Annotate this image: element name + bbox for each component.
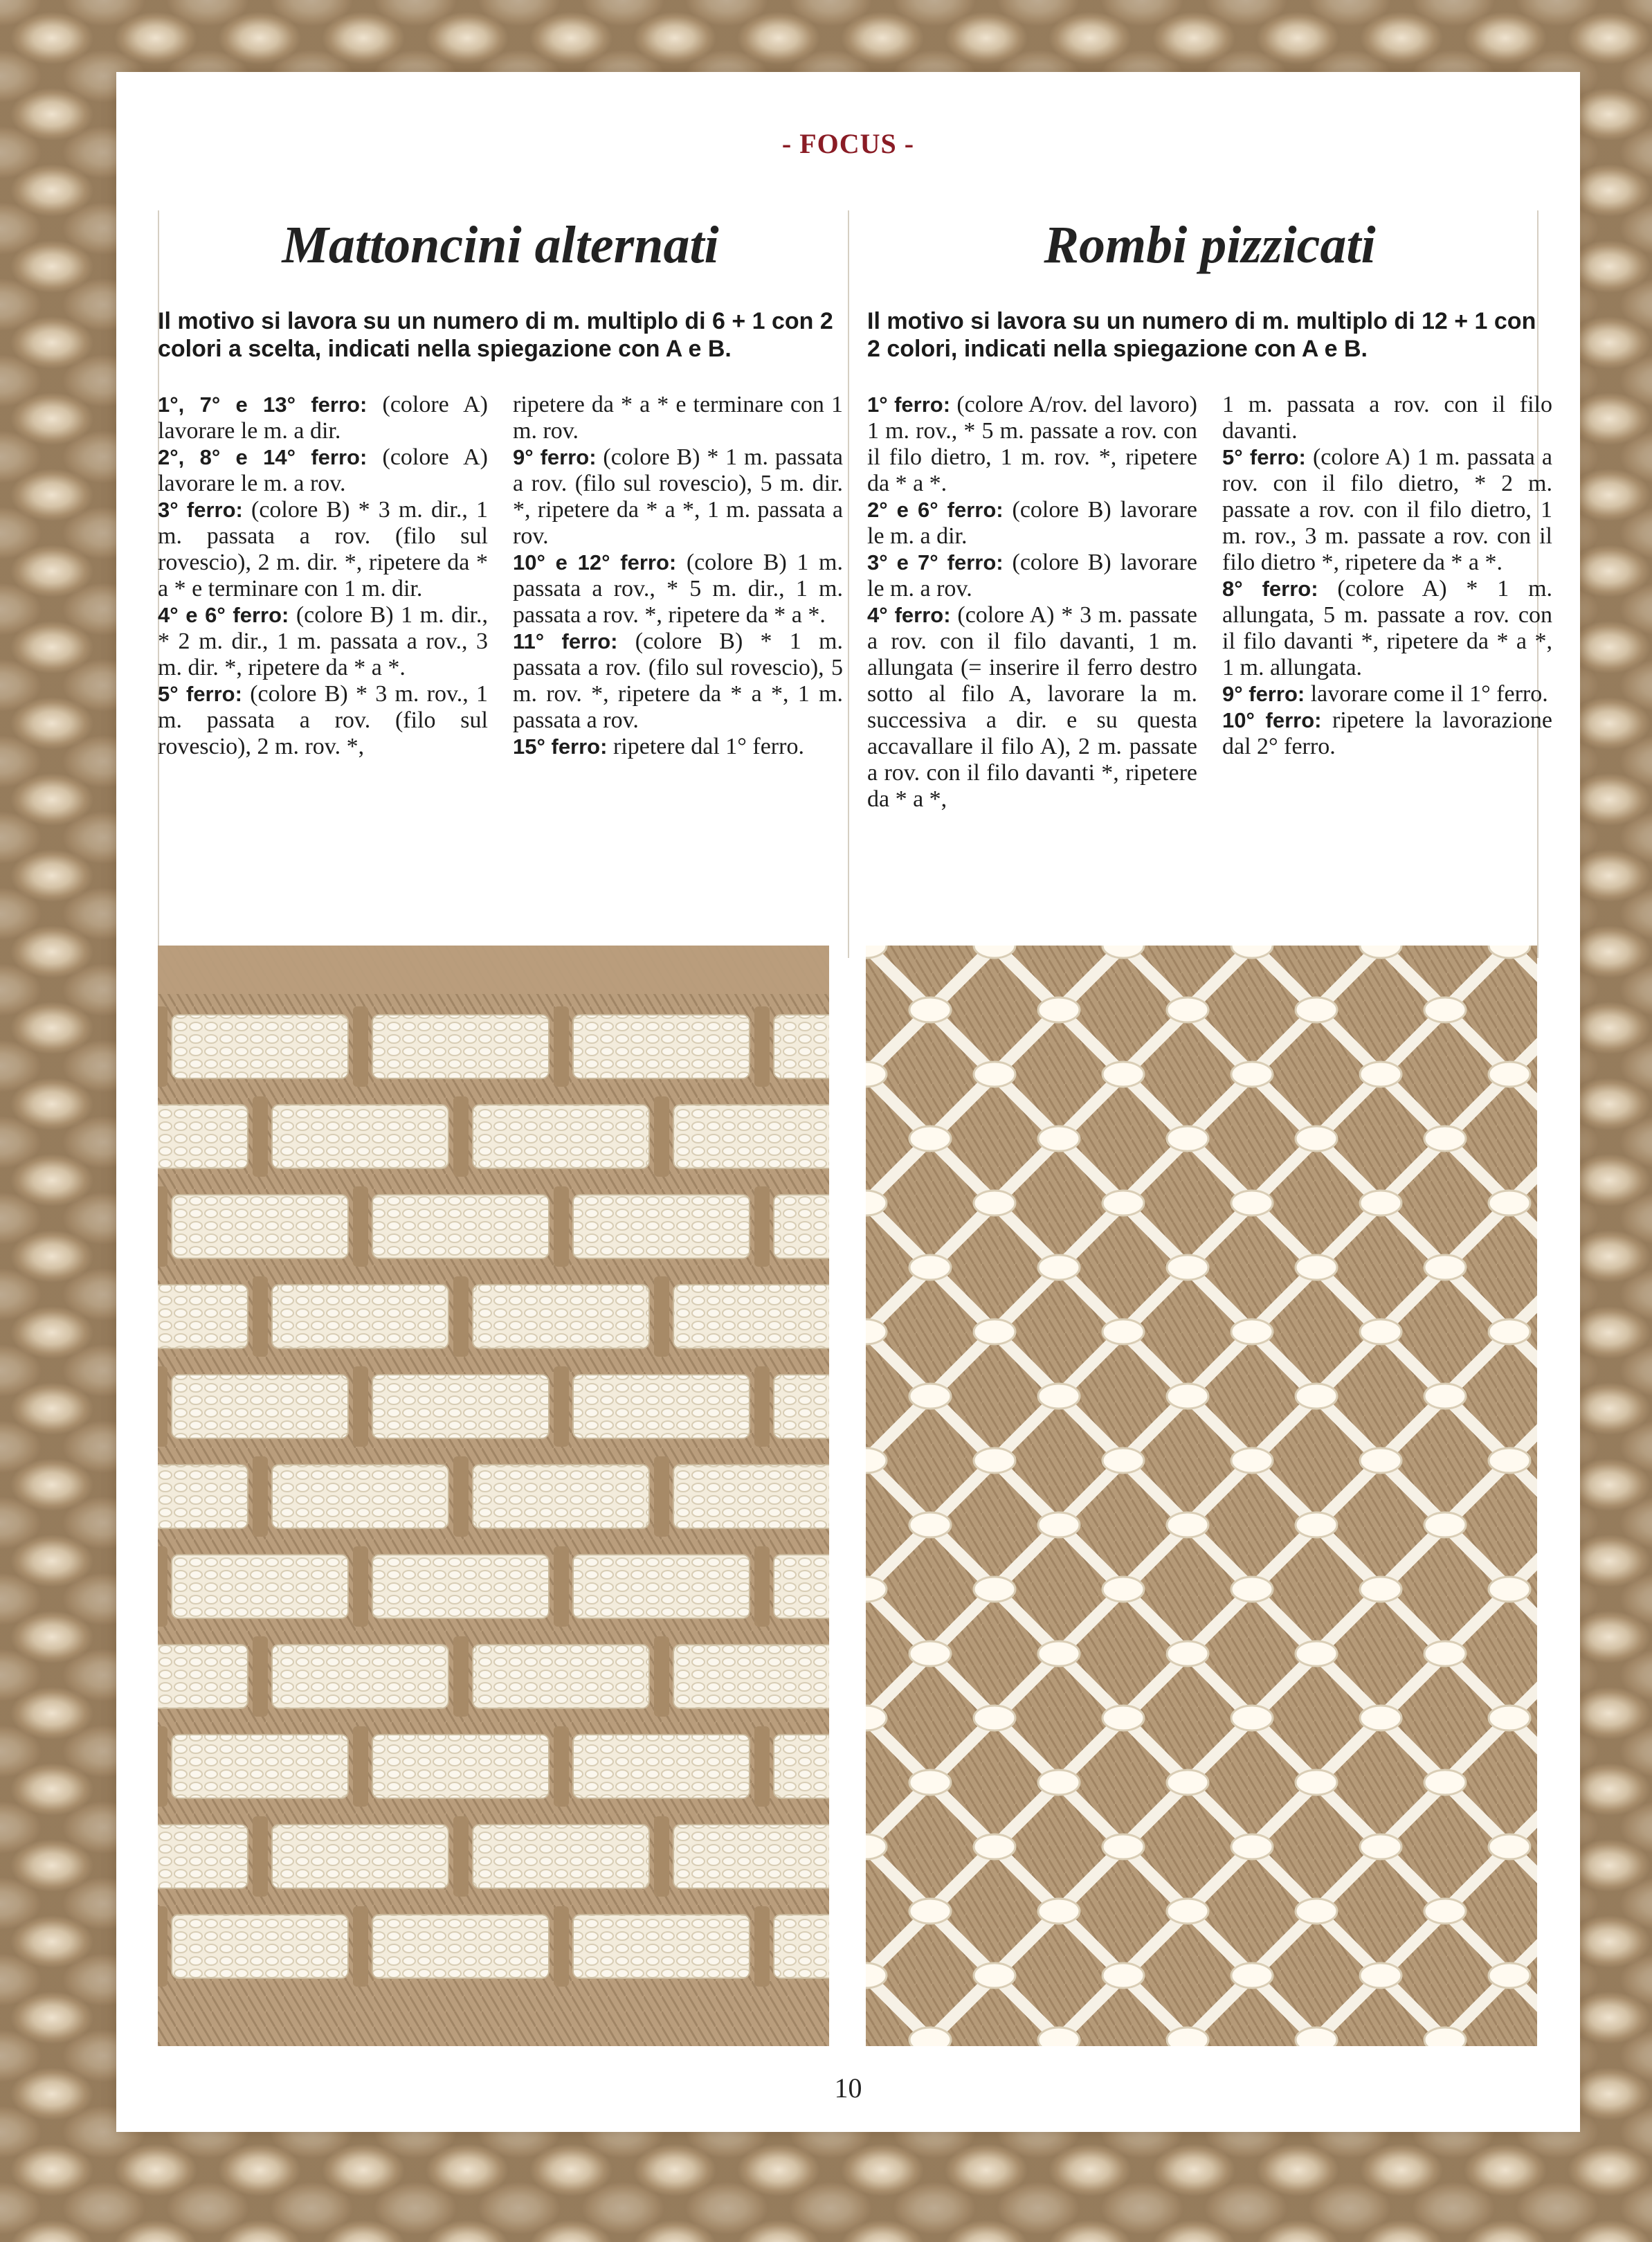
pinched-knot: [1424, 1899, 1466, 1924]
instruction-step-text: (colore A) 1 m. passata a rov. con il filo dietro, * 2 m. passate a rov. con il filo dietro, 1 m. rov., 3 m. passate a rov. con il filo dietro *, ripetere da * a *.: [1222, 444, 1553, 575]
slipped-stitch: [754, 1186, 770, 1267]
brick-stitch-block: [172, 1015, 348, 1078]
pinched-knot: [1360, 1963, 1401, 1988]
pinched-knot: [1424, 2027, 1466, 2046]
slipped-stitch: [158, 1726, 167, 1807]
pinched-knot: [1231, 1963, 1273, 1988]
brick-stitch-block: [372, 1375, 549, 1438]
instruction-step: [1222, 707, 1552, 760]
instruction-step: [1222, 681, 1552, 707]
brick-stitch-block: [774, 1195, 829, 1258]
magazine-page: [116, 72, 1580, 2132]
slipped-stitch: [554, 1366, 569, 1447]
instruction-step-label: 3° e 7° ferro:: [867, 550, 1004, 575]
pinched-knot: [1038, 1255, 1080, 1280]
pinched-knot: [1102, 1706, 1144, 1730]
brick-pattern-swatch: [158, 946, 829, 2046]
pinched-knot: [909, 2027, 951, 2046]
brick-stitch-block: [673, 1645, 829, 1708]
brick-stitch-block: [673, 1285, 829, 1348]
brick-stitch-block: [372, 1015, 549, 1078]
slipped-stitch: [453, 1276, 469, 1357]
pinched-knot: [1167, 2027, 1208, 2046]
article-right: [867, 204, 1552, 813]
slipped-stitch: [453, 1816, 469, 1897]
slipped-stitch: [158, 1366, 167, 1447]
slipped-stitch: [453, 1096, 469, 1177]
pinched-knot: [974, 1963, 1015, 1988]
pinched-knot: [1424, 1641, 1466, 1666]
pinched-knot: [1231, 1448, 1273, 1473]
brick-stitch-block: [158, 1105, 248, 1168]
brick-stitch-block: [372, 1555, 549, 1618]
slipped-stitch: [253, 1276, 268, 1357]
slipped-stitch: [353, 1006, 368, 1087]
brick-stitch-block: [774, 1915, 829, 1978]
instruction-step-text: (colore A) lavorare le m. a dir.: [158, 392, 488, 444]
pinched-knot: [1296, 2027, 1337, 2046]
pinched-knot: [1424, 997, 1466, 1022]
instruction-step-label: 3° ferro:: [158, 498, 243, 522]
slipped-stitch: [754, 1726, 770, 1807]
instruction-step-label: 1° ferro:: [867, 392, 951, 417]
pinched-knot: [974, 1577, 1015, 1602]
brick-stitch-block: [272, 1285, 448, 1348]
instruction-step-label: 15° ferro:: [513, 734, 608, 759]
pinched-knot: [1102, 1062, 1144, 1087]
instruction-step-text: 1 m. passata a rov. con il filo davanti.: [1222, 392, 1552, 444]
pinched-knot: [1489, 1062, 1530, 1087]
pinched-knot: [1038, 997, 1080, 1022]
instruction-step-text: (colore A/rov. del lavoro) 1 m. rov., * 5 m. passate a rov. con il filo dietro, 1 m. rov. *, ripetere da * a *.: [867, 392, 1197, 496]
instruction-step-text: (colore B) * 1 m. passata a rov. (filo sul rovescio), 5 m. rov. *, ripetere da * a *, 1 m. passata a rov.: [513, 629, 844, 733]
brick-stitch-block: [774, 1015, 829, 1078]
pinched-knot: [1296, 1512, 1337, 1537]
slipped-stitch: [353, 1186, 368, 1267]
swatch-border: [158, 946, 829, 994]
slipped-stitch: [654, 1456, 669, 1537]
column-rule-middle: [848, 210, 849, 958]
pinched-knot: [909, 1255, 951, 1280]
pinched-knot: [1038, 2027, 1080, 2046]
pinched-knot: [974, 1319, 1015, 1344]
pinched-knot: [1360, 1448, 1401, 1473]
instruction-step: [1222, 392, 1552, 444]
brick-stitch-block: [473, 1105, 649, 1168]
pinched-knot: [909, 1512, 951, 1537]
instruction-column: [867, 392, 1197, 813]
instruction-step: [867, 550, 1197, 602]
brick-stitch-block: [473, 1465, 649, 1528]
diamond-pattern-swatch: [866, 946, 1537, 2046]
article-title-left: Mattoncini alternati: [282, 216, 719, 274]
pinched-knot: [1296, 1641, 1337, 1666]
instruction-step-label: 9° ferro:: [513, 445, 597, 469]
slipped-stitch: [158, 1006, 167, 1087]
pinched-knot: [1424, 1255, 1466, 1280]
pinched-knot: [909, 1126, 951, 1151]
instruction-step: [158, 681, 488, 760]
instruction-step: [158, 497, 488, 602]
slipped-stitch: [554, 1186, 569, 1267]
slipped-stitch: [158, 1186, 167, 1267]
instruction-step-label: 4° ferro:: [867, 603, 951, 627]
instruction-step-text: ripetere da * a * e terminare con 1 m. rov.: [513, 392, 843, 444]
instructions-left: [158, 392, 843, 760]
pinched-knot: [1231, 1577, 1273, 1602]
instruction-step-label: 4° e 6° ferro:: [158, 603, 289, 627]
brick-stitch-block: [473, 1825, 649, 1888]
pinched-knot: [1424, 1384, 1466, 1409]
pinched-knot: [1167, 1770, 1208, 1795]
pinched-knot: [1038, 1384, 1080, 1409]
brick-stitch-block: [573, 1195, 750, 1258]
pinched-knot: [909, 1770, 951, 1795]
instructions-right: [867, 392, 1552, 813]
pinched-knot: [1167, 1512, 1208, 1537]
instruction-step-label: 9° ferro:: [1222, 682, 1305, 706]
instruction-column: [513, 392, 843, 760]
pinched-knot: [1296, 997, 1337, 1022]
pinched-knot: [1038, 1641, 1080, 1666]
brick-stitch-block: [573, 1375, 750, 1438]
pinched-knot: [1360, 1191, 1401, 1215]
article-intro-right: Il motivo si lavora su un numero di m. multiplo di 12 + 1 con 2 colori, indicati nella spiegazione con A e B.: [867, 308, 1536, 362]
section-label: - FOCUS -: [781, 128, 915, 159]
pinched-knot: [1489, 1577, 1530, 1602]
brick-stitch-block: [158, 1645, 248, 1708]
slipped-stitch: [754, 1006, 770, 1087]
instruction-step: [158, 444, 488, 497]
instruction-step: [513, 392, 843, 444]
pinched-knot: [1102, 1834, 1144, 1859]
brick-stitch-block: [774, 1735, 829, 1798]
slipped-stitch: [654, 1636, 669, 1717]
slipped-stitch: [754, 1366, 770, 1447]
pinched-knot: [1102, 1319, 1144, 1344]
slipped-stitch: [253, 1096, 268, 1177]
instruction-step-label: 10° e 12° ferro:: [513, 550, 677, 575]
page-number: 10: [834, 2072, 862, 2104]
instruction-step-label: 1°, 7° e 13° ferro:: [158, 392, 367, 417]
instruction-step: [513, 444, 843, 550]
pinched-knot: [1038, 1512, 1080, 1537]
pinched-knot: [1102, 1448, 1144, 1473]
slipped-stitch: [453, 1636, 469, 1717]
brick-stitch-block: [272, 1465, 448, 1528]
pinched-knot: [1489, 1319, 1530, 1344]
instruction-column: [158, 392, 488, 760]
instruction-step-text: (colore B) * 3 m. rov., 1 m. passata a rov. (filo sul rovescio), 2 m. rov. *,: [158, 681, 488, 759]
instruction-step-text: (colore B) * 1 m. passata a rov. (filo sul rovescio), 5 m. dir. *, ripetere da * a *, 1 m. passata a rov.: [513, 444, 843, 549]
instruction-step-text: (colore B) 1 m. dir., * 2 m. dir., 1 m. passata a rov., 3 m. dir. *, ripetere da * a *.: [158, 602, 488, 680]
pinched-knot: [1424, 1126, 1466, 1151]
instruction-step-label: 2° e 6° ferro:: [867, 498, 1004, 522]
instruction-step-text: (colore B) lavorare le m. a rov.: [867, 550, 1198, 602]
instruction-step-text: lavorare come il 1° ferro.: [1305, 681, 1548, 707]
slipped-stitch: [654, 1816, 669, 1897]
brick-stitch-block: [272, 1825, 448, 1888]
slipped-stitch: [654, 1276, 669, 1357]
pinched-knot: [1167, 1899, 1208, 1924]
swatch-photo-diamonds: [866, 946, 1537, 2046]
pinched-knot: [1038, 1126, 1080, 1151]
slipped-stitch: [158, 1546, 167, 1627]
pinched-knot: [974, 1706, 1015, 1730]
brick-stitch-block: [172, 1555, 348, 1618]
pinched-knot: [1489, 1191, 1530, 1215]
instruction-step-text: (colore A) * 1 m. allungata, 5 m. passate a rov. con il filo davanti *, ripetere da * a *, 1 m. allungata.: [1222, 576, 1553, 680]
slipped-stitch: [754, 1906, 770, 1987]
instruction-step-text: (colore A) * 3 m. passate a rov. con il filo davanti, 1 m. allungata (= inserire il ferro destro sotto al filo A, lavorare la m. successiva a dir. e su questa accavallare il filo A), 2 m. passate a rov. con il filo davanti *, ripetere da * a *,: [867, 602, 1197, 812]
pinched-knot: [974, 1062, 1015, 1087]
brick-stitch-block: [172, 1915, 348, 1978]
instruction-step: [1222, 444, 1552, 576]
pinched-knot: [1231, 1062, 1273, 1087]
instruction-step: [158, 392, 488, 444]
pinched-knot: [1296, 1126, 1337, 1151]
instruction-step-label: 10° ferro:: [1222, 708, 1322, 732]
pinched-knot: [1296, 1899, 1337, 1924]
pinched-knot: [1489, 1963, 1530, 1988]
pinched-knot: [1102, 1963, 1144, 1988]
slipped-stitch: [554, 1726, 569, 1807]
pinched-knot: [1102, 1577, 1144, 1602]
pinched-knot: [1231, 1319, 1273, 1344]
instruction-step-label: 2°, 8° e 14° ferro:: [158, 445, 367, 469]
pinched-knot: [974, 1191, 1015, 1215]
instruction-step: [513, 734, 843, 760]
brick-stitch-block: [172, 1735, 348, 1798]
instruction-step-text: (colore B) lavorare le m. a dir.: [867, 497, 1198, 549]
instruction-step: [513, 629, 843, 734]
pinched-knot: [1296, 1384, 1337, 1409]
pinched-knot: [1167, 1384, 1208, 1409]
instruction-step: [158, 602, 488, 681]
pinched-knot: [1167, 997, 1208, 1022]
brick-stitch-block: [673, 1105, 829, 1168]
instruction-step-label: 11° ferro:: [513, 629, 618, 653]
pinched-knot: [1038, 1899, 1080, 1924]
instruction-step: [867, 602, 1197, 813]
slipped-stitch: [654, 1096, 669, 1177]
pinched-knot: [909, 1384, 951, 1409]
instruction-step: [1222, 576, 1552, 681]
brick-stitch-block: [573, 1915, 750, 1978]
pinched-knot: [1360, 1834, 1401, 1859]
brick-stitch-block: [573, 1555, 750, 1618]
pinched-knot: [1296, 1770, 1337, 1795]
pinched-knot: [1231, 1191, 1273, 1215]
brick-stitch-block: [158, 1285, 248, 1348]
pinched-knot: [1424, 1770, 1466, 1795]
pinched-knot: [1102, 1191, 1144, 1215]
slipped-stitch: [453, 1456, 469, 1537]
brick-stitch-block: [673, 1825, 829, 1888]
brick-stitch-block: [573, 1015, 750, 1078]
pinched-knot: [1167, 1255, 1208, 1280]
brick-stitch-block: [172, 1195, 348, 1258]
pinched-knot: [1167, 1126, 1208, 1151]
pinched-knot: [1167, 1641, 1208, 1666]
pinched-knot: [909, 997, 951, 1022]
swatch-photo-bricks: [158, 946, 829, 2046]
pinched-knot: [1424, 1512, 1466, 1537]
brick-stitch-block: [774, 1375, 829, 1438]
slipped-stitch: [158, 1906, 167, 1987]
slipped-stitch: [754, 1546, 770, 1627]
brick-stitch-block: [272, 1645, 448, 1708]
brick-stitch-block: [774, 1555, 829, 1618]
slipped-stitch: [554, 1006, 569, 1087]
instruction-step-label: 5° ferro:: [158, 682, 242, 706]
pinched-knot: [974, 1834, 1015, 1859]
instruction-step-text: (colore A) lavorare le m. a rov.: [158, 444, 488, 496]
brick-stitch-block: [372, 1195, 549, 1258]
article-intro-left: Il motivo si lavora su un numero di m. multiplo di 6 + 1 con 2 colori a scelta, indicati nella spiegazione con A e B.: [158, 308, 833, 362]
pinched-knot: [909, 1899, 951, 1924]
article-title-right: Rombi pizzicati: [1044, 216, 1376, 274]
slipped-stitch: [253, 1636, 268, 1717]
brick-stitch-block: [473, 1645, 649, 1708]
slipped-stitch: [353, 1726, 368, 1807]
pinched-knot: [1489, 1706, 1530, 1730]
instruction-step-label: 8° ferro:: [1222, 577, 1318, 601]
pinched-knot: [1360, 1577, 1401, 1602]
pinched-knot: [1231, 1834, 1273, 1859]
slipped-stitch: [554, 1546, 569, 1627]
brick-stitch-block: [473, 1285, 649, 1348]
article-left: [158, 204, 843, 760]
pinched-knot: [1489, 1448, 1530, 1473]
instruction-step-text: (colore B) 1 m. passata a rov., * 5 m. dir., 1 m. passata a rov. *, ripetere da * a *.: [513, 550, 843, 628]
pinched-knot: [1360, 1706, 1401, 1730]
pinched-knot: [1038, 1770, 1080, 1795]
instruction-step: [513, 550, 843, 629]
instruction-step-text: ripetere dal 1° ferro.: [607, 734, 804, 759]
instruction-step-label: 5° ferro:: [1222, 445, 1306, 469]
pinched-knot: [1489, 1834, 1530, 1859]
pinched-knot: [1231, 1706, 1273, 1730]
instruction-step: [867, 392, 1197, 497]
brick-stitch-block: [172, 1375, 348, 1438]
slipped-stitch: [253, 1456, 268, 1537]
slipped-stitch: [353, 1906, 368, 1987]
brick-stitch-block: [158, 1825, 248, 1888]
slipped-stitch: [253, 1816, 268, 1897]
instruction-step-text: (colore B) * 3 m. dir., 1 m. passata a rov. (filo sul rovescio), 2 m. dir. *, ripetere da * a * e terminare con 1 m. dir.: [158, 497, 488, 602]
pinched-knot: [974, 1448, 1015, 1473]
slipped-stitch: [554, 1906, 569, 1987]
instruction-column: [1222, 392, 1552, 813]
slipped-stitch: [353, 1546, 368, 1627]
pinched-knot: [909, 1641, 951, 1666]
pinched-knot: [1296, 1255, 1337, 1280]
pinched-knot: [1360, 1062, 1401, 1087]
slipped-stitch: [353, 1366, 368, 1447]
brick-stitch-block: [272, 1105, 448, 1168]
instruction-step-text: ripetere la lavorazione dal 2° ferro.: [1222, 707, 1552, 759]
brick-stitch-block: [673, 1465, 829, 1528]
brick-stitch-block: [158, 1465, 248, 1528]
brick-stitch-block: [372, 1735, 549, 1798]
brick-stitch-block: [573, 1735, 750, 1798]
instruction-step: [867, 497, 1197, 550]
pinched-knot: [1360, 1319, 1401, 1344]
brick-stitch-block: [372, 1915, 549, 1978]
